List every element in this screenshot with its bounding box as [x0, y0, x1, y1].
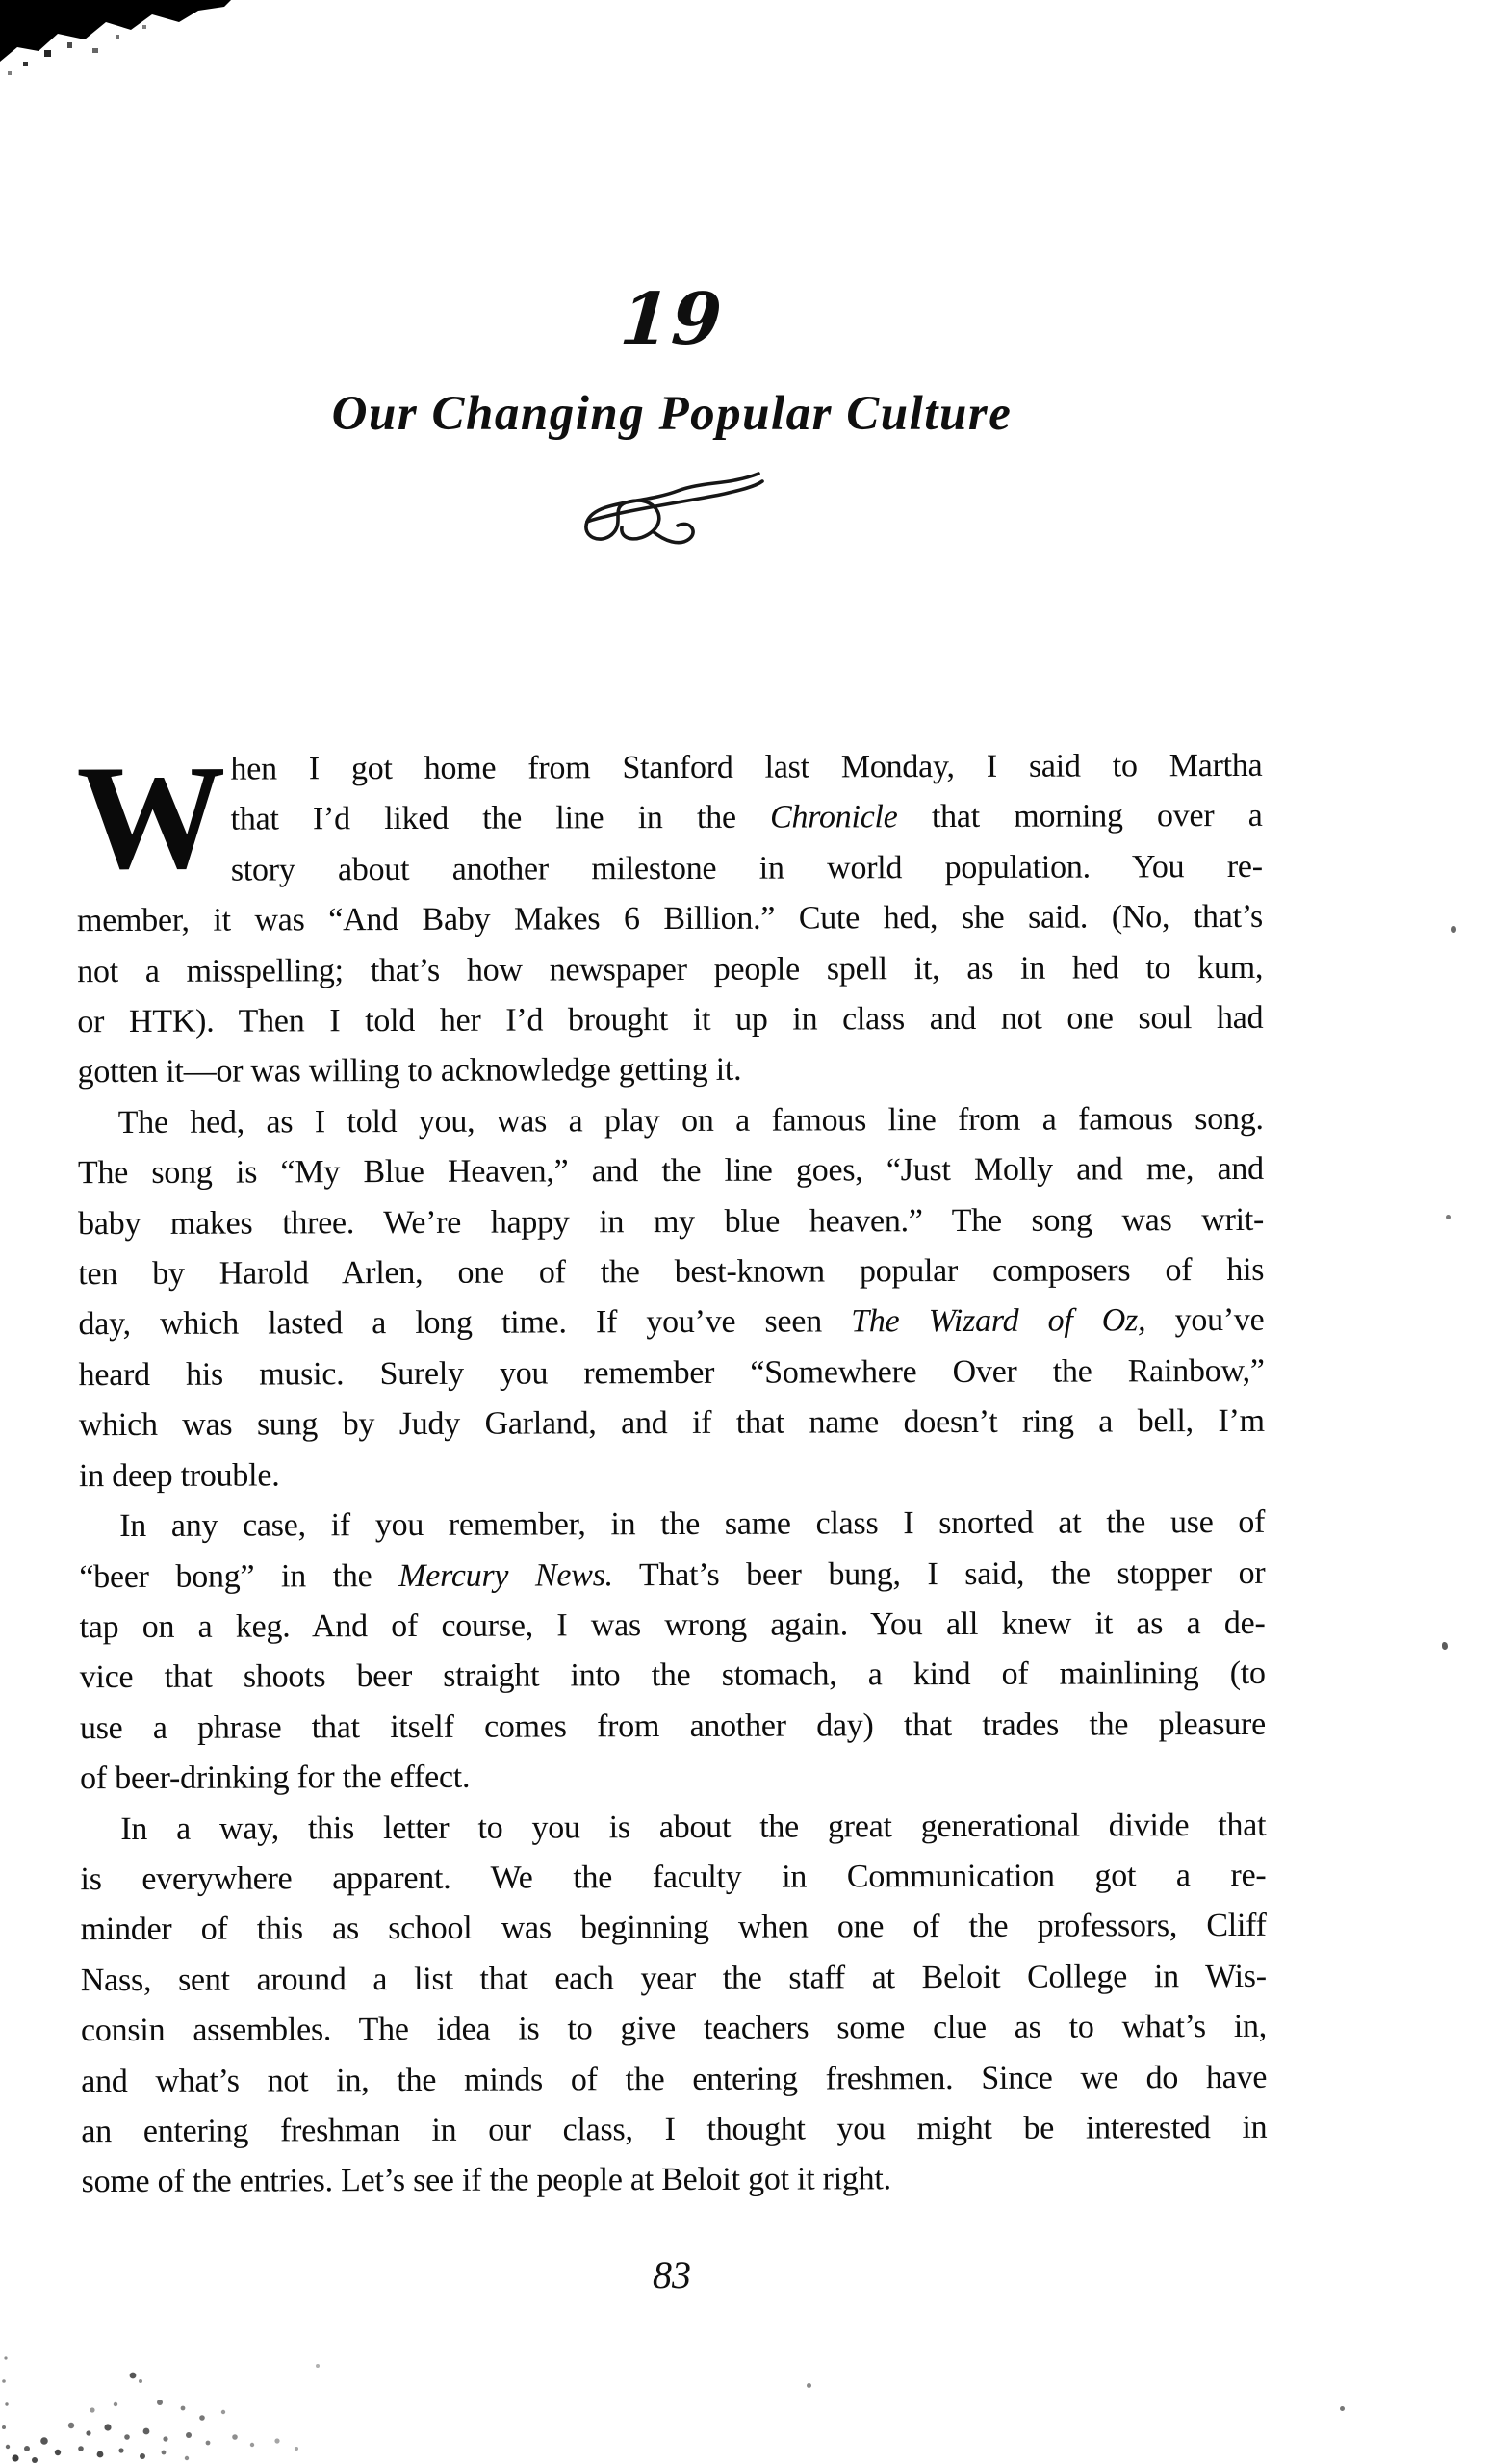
scan-speck [1442, 1642, 1448, 1650]
text-segment: minder of this as school was beginning when one of the professors, Cliff [80, 1908, 1267, 1948]
ornament-flourish-icon [576, 458, 768, 554]
text-segment: gotten it—or was willing to acknowledge getting it. [77, 1052, 742, 1091]
text-line [81, 2052, 1267, 2107]
ornament-wrap [79, 458, 1265, 554]
text-segment: use a phrase that itself comes from another day) that trades the pleasure [79, 1706, 1266, 1746]
text-segment: tap on a keg. And of course, I was wrong again. You all knew it as a de- [79, 1604, 1266, 1646]
text-line [231, 791, 1263, 845]
text-segment: in deep trouble. [78, 1457, 280, 1494]
text-segment: you’ve [1145, 1302, 1265, 1339]
text-line [230, 741, 1262, 795]
text-line [77, 942, 1263, 997]
text-segment: that morning over a [897, 798, 1263, 835]
text-line [77, 1043, 1263, 1098]
text-segment: day, which lasted a long time. If you’ve seen [78, 1303, 852, 1343]
text-segment: ten by Harold Arlen, one of the best-known popular composers of his [78, 1251, 1265, 1293]
text-segment: which was sung by Judy Garland, and if that name doesn’t ring a bell, I’m [78, 1403, 1265, 1444]
chapter-header [79, 279, 1265, 554]
text-line [80, 1851, 1266, 1906]
text-segment: not a misspelling; that’s how newspaper people spell it, as in hed to kum, [77, 949, 1264, 989]
text-line [81, 2002, 1267, 2057]
scan-speck [1451, 926, 1456, 933]
text-segment: that I’d liked the line in the [230, 800, 771, 838]
text-segment: story about another milestone in world population. You re- [230, 848, 1263, 888]
text-line [79, 1599, 1265, 1654]
scan-speck [807, 2383, 811, 2388]
text-line [78, 1296, 1264, 1350]
text-segment: an entering freshman in our class, I thought you might be interested in [81, 2109, 1268, 2150]
text-segment: The song is “My Blue Heaven,” and the line goes, “Just Molly and me, and [77, 1151, 1264, 1192]
text-segment: The hed, as I told you, was a play on a famous line from a famous song. [117, 1100, 1264, 1141]
text-segment: some of the entries. Let’s see if the people at Beloit got it right. [81, 2161, 891, 2200]
body-text [76, 733, 1268, 2208]
text-line [80, 1649, 1266, 1704]
scan-speck [1340, 2406, 1345, 2411]
text-segment: hen I got home from Stanford last Monday, I said to Martha [230, 747, 1263, 787]
paragraph [79, 1498, 1266, 1805]
text-segment: is everywhere apparent. We the faculty in Communication got a re- [80, 1857, 1267, 1898]
text-line [78, 1245, 1264, 1300]
italic-text: Mercury News. [398, 1556, 613, 1594]
text-segment: consin assembles. The idea is to give teachers some clue as to what’s in, [80, 2009, 1268, 2049]
text-segment: of beer-drinking for the effect. [80, 1758, 471, 1797]
dropcap-lines [230, 741, 1263, 896]
text-segment: In a way, this letter to you is about the great generational divide that [120, 1807, 1267, 1847]
text-line [79, 1498, 1265, 1553]
text-segment: vice that shoots beer straight into the stomach, a kind of mainlining (to [79, 1656, 1266, 1696]
drop-cap: W [76, 733, 220, 901]
scan-speckles-bottom-left-icon [0, 2348, 414, 2464]
scan-speck [1446, 1215, 1451, 1219]
dropcap-row [76, 733, 1263, 901]
text-line [79, 1397, 1265, 1451]
page-number: 83 [653, 2253, 691, 2297]
text-line [80, 1800, 1266, 1855]
text-segment: “beer bong” in the [79, 1557, 399, 1595]
paragraph [76, 733, 1264, 1098]
text-segment: and what’s not in, the minds of the entering freshmen. Since we do have [81, 2059, 1268, 2099]
italic-text: Chronicle [770, 799, 898, 836]
text-segment: heard his music. Surely you remember “Somewhere Over the Rainbow,” [78, 1352, 1265, 1394]
text-segment: In any case, if you remember, in the same class I snorted at the use of [119, 1503, 1266, 1545]
text-line [77, 892, 1263, 947]
text-line [77, 993, 1263, 1048]
scan-smudge-top-left-icon [0, 0, 260, 87]
text-line [79, 1448, 1265, 1502]
italic-text: The Wizard of Oz, [851, 1302, 1146, 1340]
text-line [78, 1094, 1264, 1149]
paragraph [78, 1094, 1265, 1502]
text-line [231, 842, 1263, 896]
text-line [81, 2103, 1267, 2158]
text-segment: member, it was “And Baby Makes 6 Billion.” Cute hed, she said. (No, that’s [76, 899, 1264, 939]
chapter-number: 19 [617, 278, 727, 361]
text-line [79, 1548, 1265, 1603]
text-segment: That’s beer bung, I said, the stopper or [612, 1554, 1266, 1593]
text-line [80, 1700, 1266, 1755]
text-line [79, 1347, 1265, 1401]
text-segment: Nass, sent around a list that each year the staff at Beloit College in Wis- [80, 1958, 1267, 1998]
text-line [81, 1952, 1267, 2007]
text-line [81, 2153, 1267, 2208]
text-line [78, 1144, 1264, 1199]
text-segment: baby makes three. We’re happy in my blue heaven.” The song was writ- [78, 1201, 1265, 1242]
paragraph [80, 1800, 1267, 2208]
text-line [78, 1195, 1264, 1250]
text-line [80, 1750, 1266, 1805]
text-segment: or HTK). Then I told her I’d brought it up in class and not one soul had [77, 999, 1264, 1040]
text-line [81, 1901, 1267, 1956]
page-title: Our Changing Popular Culture [331, 387, 1013, 441]
